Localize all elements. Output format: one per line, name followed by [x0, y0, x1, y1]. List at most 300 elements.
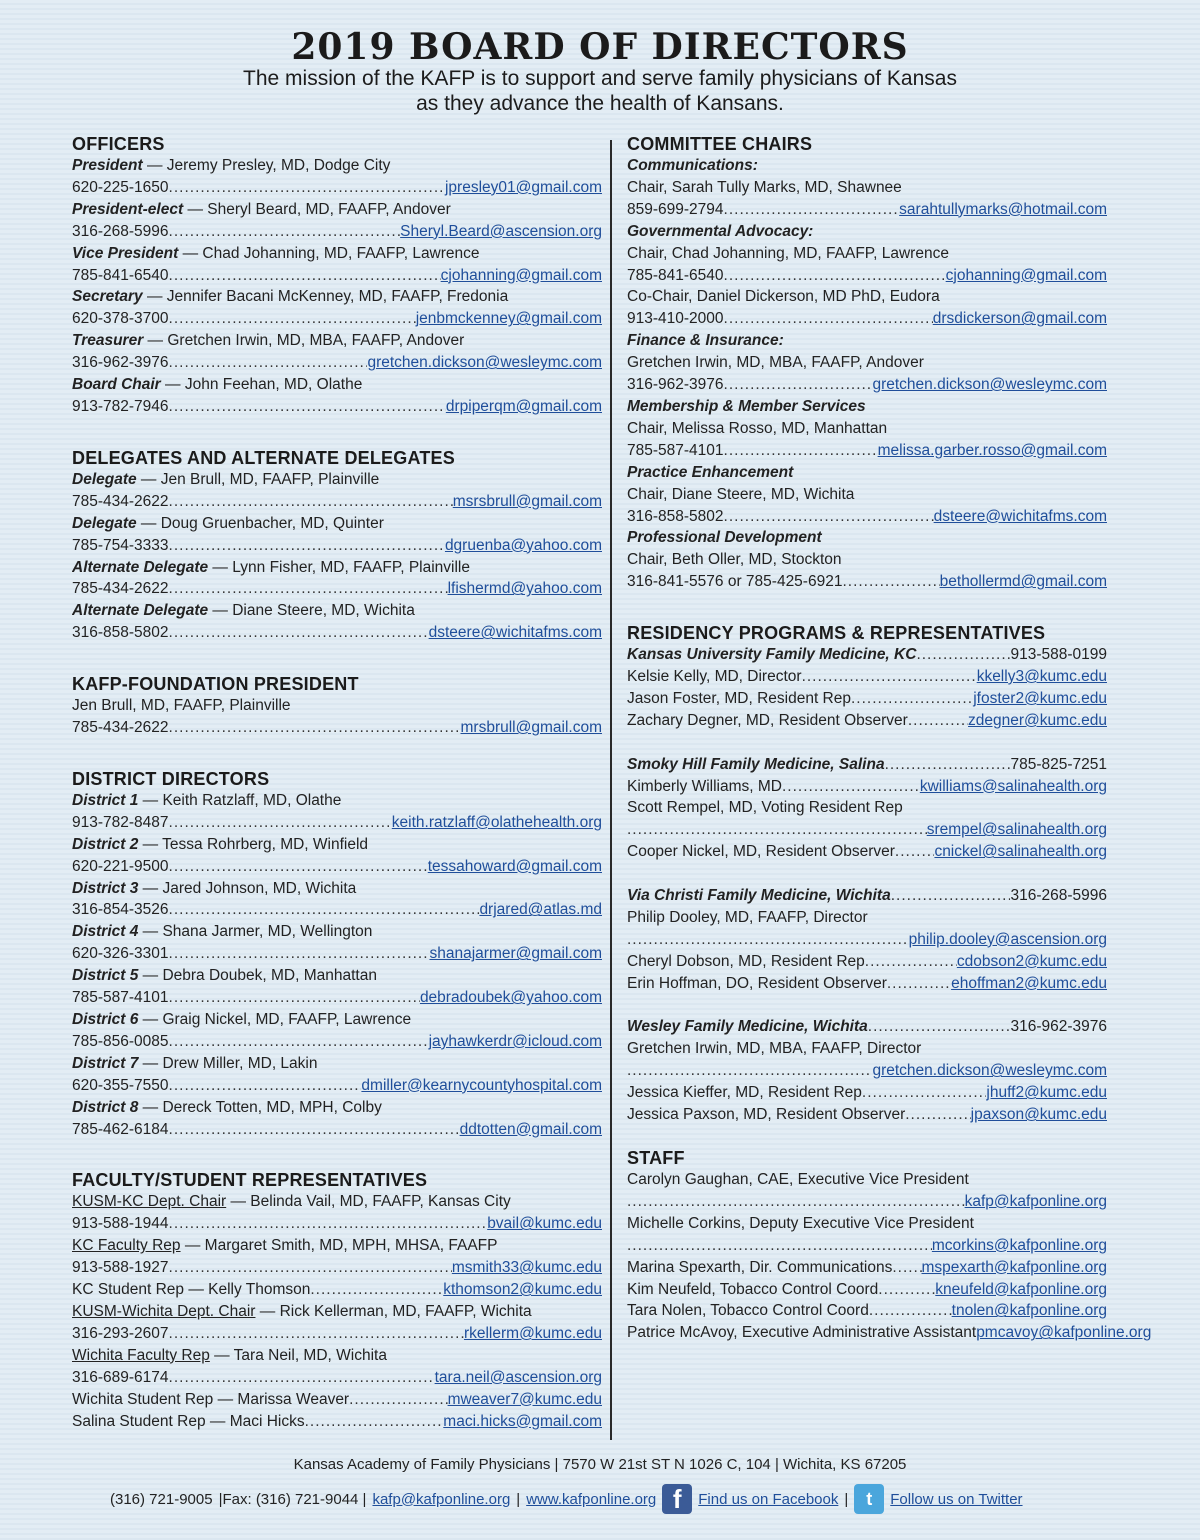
role-label: District 7 [72, 1054, 139, 1072]
mission-statement [0, 66, 1200, 116]
page-title: 2019 BOARD OF DIRECTORS [291, 26, 909, 68]
column-divider [610, 140, 612, 1440]
leader-dots [895, 841, 935, 863]
foundation-president-name: Jen Brull, MD, FAAFP, Plainville [72, 697, 291, 715]
twitter-link[interactable]: Follow us on Twitter [890, 1490, 1023, 1508]
footer-email-link[interactable]: kafp@kafponline.org [372, 1490, 511, 1508]
contact-row [627, 374, 1107, 396]
committee-title: Membership & Member Services [627, 397, 866, 415]
member-line [72, 878, 602, 900]
leader-dots [169, 622, 429, 644]
email-link[interactable]: dmiller@kearnycountyhospital.com [361, 1076, 602, 1094]
footer-website-link[interactable]: www.kafponline.org [526, 1490, 657, 1508]
email-link[interactable]: jpaxson@kumc.edu [970, 1106, 1107, 1124]
leader-dots [869, 1300, 952, 1322]
contact-label: 620-378-3700 [72, 310, 169, 328]
leader-dots [169, 177, 445, 199]
member-name: — Doug Gruenbacher, MD, Quinter [136, 514, 384, 532]
email-link[interactable]: maci.hicks@gmail.com [443, 1412, 602, 1430]
contact-label: Tara Nolen, Tobacco Control Coord [627, 1302, 869, 1320]
contact-label: 316-962-3976 [627, 376, 724, 394]
contact-row [627, 688, 1107, 710]
email-link[interactable]: sarahtullymarks@hotmail.com [899, 200, 1107, 218]
member-name: — Sheryl Beard, MD, FAAFP, Andover [183, 200, 451, 218]
role-label: District 4 [72, 923, 139, 941]
email-link[interactable]: Sheryl.Beard@ascension.org [400, 222, 602, 240]
role-label: KUSM-KC Dept. Chair [72, 1193, 227, 1211]
staff-list [627, 1169, 1152, 1344]
leader-dots [842, 571, 939, 593]
member-name: — Rick Kellerman, MD, FAAFP, Wichita [255, 1302, 532, 1320]
member-line [72, 374, 602, 396]
email-link[interactable]: jpresley01@gmail.com [444, 178, 602, 196]
twitter-icon[interactable]: t [854, 1484, 884, 1514]
email-link[interactable]: debradoubek@yahoo.com [419, 989, 602, 1007]
contact-row [627, 776, 1107, 798]
contact-label: 913-410-2000 [627, 310, 724, 328]
contact-row [627, 1279, 1107, 1301]
member-name: — Jennifer Bacani McKenney, MD, FAAFP, Fredonia [142, 288, 509, 306]
email-link[interactable]: tnolen@kafponline.org [951, 1302, 1107, 1320]
leader-dots [169, 396, 446, 418]
contact-row [72, 1213, 602, 1235]
member-line [72, 834, 602, 856]
contact-label: 785-856-0085 [72, 1032, 169, 1050]
member-row [72, 1389, 602, 1411]
officers-list [72, 155, 602, 418]
foundation-contact-row [72, 717, 602, 739]
email-link[interactable]: ddtotten@gmail.com [459, 1120, 602, 1138]
email-link[interactable]: cnickel@salinahealth.org [934, 843, 1107, 861]
contact-row [72, 1031, 602, 1053]
contact-row [627, 199, 1107, 221]
role-label: Alternate Delegate [72, 558, 209, 576]
program-member: Gretchen Irwin, MD, MBA, FAAFP, Director [627, 1040, 922, 1058]
committee-title: Practice Enhancement [627, 463, 794, 481]
member-line [72, 1345, 602, 1367]
contact-label: Cooper Nickel, MD, Resident Observer [627, 843, 895, 861]
member-name: — Belinda Vail, MD, FAAFP, Kansas City [226, 1193, 511, 1211]
program-header [627, 885, 1107, 907]
contact-row [72, 987, 602, 1009]
contact-row [72, 491, 602, 513]
leader-dots [885, 754, 1011, 776]
member-line [72, 557, 602, 579]
contact-label: Erin Hoffman, DO, Resident Observer [627, 974, 887, 992]
member-line [72, 965, 602, 987]
program-name: Via Christi Family Medicine, Wichita [627, 887, 891, 905]
foundation-phone: 785-434-2622 [72, 719, 169, 737]
member-name: — Lynn Fisher, MD, FAAFP, Plainville [208, 558, 470, 576]
email-link[interactable]: jenbmckenney@gmail.com [415, 310, 602, 328]
email-link[interactable]: keith.ratzlaff@olathehealth.org [391, 813, 602, 831]
committee-member: Chair, Beth Oller, MD, Stockton [627, 551, 842, 569]
leader-dots [169, 265, 441, 287]
role-label: Delegate [72, 514, 137, 532]
member-name: — Gretchen Irwin, MD, MBA, FAAFP, Andover [143, 332, 465, 350]
member-name: — John Feehan, MD, Olathe [160, 376, 363, 394]
leader-dots [169, 1323, 464, 1345]
leader-dots [724, 506, 934, 528]
leader-dots [169, 535, 445, 557]
contact-row [627, 1191, 1107, 1213]
contact-row [72, 352, 602, 374]
contact-label: Kimberly Williams, MD [627, 777, 782, 795]
program-phone: 316-268-5996 [1010, 887, 1107, 905]
footer-separator: | [516, 1490, 521, 1508]
email-link[interactable]: kthomson2@kumc.edu [443, 1281, 602, 1299]
member-line [72, 469, 602, 491]
email-link[interactable]: gretchen.dickson@wesleymc.com [872, 1062, 1107, 1080]
contact-row [72, 535, 602, 557]
contact-row [72, 396, 602, 418]
member-name: — Jared Johnson, MD, Wichita [138, 879, 357, 897]
leader-dots [169, 1119, 460, 1141]
contact-row [627, 951, 1107, 973]
email-link[interactable]: cjohanning@gmail.com [945, 266, 1107, 284]
contact-label: 913-782-7946 [72, 397, 169, 415]
contact-label: 620-225-1650 [72, 178, 169, 196]
contact-label: 785-587-4101 [72, 989, 169, 1007]
leader-dots [169, 352, 368, 374]
contact-row [72, 177, 602, 199]
email-link[interactable]: philip.dooley@ascension.org [908, 930, 1107, 948]
leader-dots [169, 308, 416, 330]
email-link[interactable]: jayhawkerdr@icloud.com [428, 1032, 602, 1050]
committee-member: Chair, Diane Steere, MD, Wichita [627, 485, 855, 503]
leader-dots [878, 1279, 935, 1301]
committees-list [627, 155, 1107, 593]
contact-row [72, 856, 602, 878]
member-line [72, 155, 602, 177]
role-label: President-elect [72, 200, 184, 218]
email-link[interactable]: drpiperqm@gmail.com [445, 397, 602, 415]
member-line [72, 1191, 602, 1213]
leader-dots [724, 199, 900, 221]
contact-label: Kim Neufeld, Tobacco Control Coord [627, 1280, 879, 1298]
contact-row [627, 1322, 1152, 1344]
committee-member: Gretchen Irwin, MD, MBA, FAAFP, Andover [627, 354, 924, 372]
leader-dots [169, 1367, 435, 1389]
role-label: District 6 [72, 1011, 139, 1028]
leader-dots [802, 666, 977, 688]
email-link[interactable]: gretchen.dickson@wesleymc.com [367, 354, 602, 372]
leader-dots [169, 578, 448, 600]
member-line [72, 1279, 310, 1301]
member-line [72, 199, 602, 221]
email-link[interactable]: drsdickerson@gmail.com [932, 310, 1107, 328]
contact-label: Jessica Paxson, MD, Resident Observer [627, 1106, 906, 1124]
email-link[interactable]: zdegner@kumc.edu [968, 711, 1107, 729]
contact-row [72, 265, 602, 287]
contact-row [72, 943, 602, 965]
committee-member: Chair, Sarah Tully Marks, MD, Shawnee [627, 178, 902, 196]
role-label: Wichita Faculty Rep [72, 1346, 210, 1364]
program-header [627, 754, 1107, 776]
contact-row [627, 1060, 1107, 1082]
contact-row [72, 1119, 602, 1141]
email-link[interactable]: kwilliams@salinahealth.org [919, 777, 1107, 795]
member-name: — Kelly Thomson [184, 1281, 311, 1299]
contact-label: 316-689-6174 [72, 1368, 169, 1386]
contact-label: 859-699-2794 [627, 200, 724, 218]
member-name: — Maci Hicks [205, 1412, 305, 1430]
leader-dots [169, 1213, 488, 1235]
contact-row [72, 578, 602, 600]
contact-label: 913-588-1944 [72, 1215, 169, 1233]
contact-row [627, 973, 1107, 995]
contact-label: 785-841-6540 [627, 266, 724, 284]
leader-dots [851, 688, 973, 710]
districts-heading: DISTRICT DIRECTORS [72, 768, 270, 789]
contact-row [627, 506, 1107, 528]
email-link[interactable]: shanajarmer@gmail.com [429, 945, 602, 963]
program-phone: 913-588-0199 [1010, 646, 1107, 664]
staff-member: Michelle Corkins, Deputy Executive Vice President [627, 1214, 974, 1232]
program-member: Scott Rempel, MD, Voting Resident Rep [627, 799, 903, 817]
role-label: District 3 [72, 879, 139, 897]
leader-dots [169, 221, 401, 243]
email-link[interactable]: srempel@salinahealth.org [926, 821, 1107, 839]
member-line [72, 600, 602, 622]
member-name: — Shana Jarmer, MD, Wellington [138, 923, 373, 941]
contact-row [72, 622, 602, 644]
leader-dots [916, 644, 1010, 666]
officers-heading: OFFICERS [72, 134, 165, 154]
leader-dots [349, 1389, 447, 1411]
leader-dots [627, 819, 927, 841]
leader-dots [169, 491, 453, 513]
email-link[interactable]: ehoffman2@kumc.edu [951, 974, 1107, 992]
foundation-heading: KAFP-FOUNDATION PRESIDENT [72, 674, 359, 695]
email-link[interactable]: kneufeld@kafponline.org [935, 1280, 1107, 1298]
email-link[interactable]: cjohanning@gmail.com [440, 266, 602, 284]
role-label: Treasurer [72, 332, 144, 350]
contact-row [72, 1075, 602, 1097]
contact-label: Jason Foster, MD, Resident Rep [627, 689, 851, 707]
email-link[interactable]: cdobson2@kumc.edu [956, 952, 1107, 970]
contact-label: Jessica Kieffer, MD, Resident Rep [627, 1084, 862, 1102]
member-name: — Debra Doubek, MD, Manhattan [138, 967, 377, 985]
leader-dots [169, 1031, 429, 1053]
role-label: Delegate [72, 470, 137, 488]
email-link[interactable]: melissa.garber.rosso@gmail.com [877, 441, 1107, 459]
contact-label: 316-962-3976 [72, 354, 169, 372]
member-name: — Tara Neil, MD, Wichita [209, 1346, 387, 1364]
contact-label: 785-754-3333 [72, 536, 169, 554]
member-line [72, 330, 602, 352]
mission-line-1: The mission of the KAFP is to support and serve family physicians of Kansas [243, 67, 957, 90]
contact-row [627, 841, 1107, 863]
contact-label: 785-587-4101 [627, 441, 724, 459]
contact-label: Marina Spexarth, Dir. Communications [627, 1258, 893, 1276]
program-header [627, 1016, 1107, 1038]
contact-label: 785-841-6540 [72, 266, 169, 284]
leader-dots [169, 856, 428, 878]
role-label: Secretary [72, 288, 143, 306]
committee-title: Communications: [627, 157, 758, 174]
program-header [627, 644, 1107, 666]
leader-dots [169, 987, 420, 1009]
email-link[interactable]: dsteere@wichitafms.com [933, 507, 1107, 525]
footer-contact [110, 1484, 1110, 1514]
email-link[interactable]: drjared@atlas.md [479, 901, 602, 919]
contact-label: 316-858-5802 [72, 624, 169, 642]
leader-dots [724, 440, 878, 462]
leader-dots [169, 1257, 452, 1279]
contact-row [627, 571, 1107, 593]
contact-row [72, 1323, 602, 1345]
foundation-email-link[interactable]: mrsbrull@gmail.com [460, 719, 602, 737]
leader-dots [865, 951, 957, 973]
contact-row [627, 929, 1107, 951]
leader-dots [169, 1075, 362, 1097]
contact-row [627, 440, 1107, 462]
faculty-heading: FACULTY/STUDENT REPRESENTATIVES [72, 1170, 428, 1191]
program-member: Philip Dooley, MD, FAAFP, Director [627, 908, 868, 926]
leader-dots [891, 885, 1011, 907]
right-column [627, 133, 1152, 1344]
role-label: District 1 [72, 791, 139, 809]
leader-dots [169, 812, 392, 834]
leader-dots [627, 1235, 932, 1257]
committee-member: Co-Chair, Daniel Dickerson, MD PhD, Eudora [627, 288, 940, 306]
committee-member: Chair, Chad Johanning, MD, FAAFP, Lawrence [627, 244, 949, 262]
role-label: President [72, 157, 143, 174]
contact-label: 913-588-1927 [72, 1259, 169, 1277]
contact-row [72, 221, 602, 243]
contact-label: 913-782-8487 [72, 813, 169, 831]
contact-label: 620-355-7550 [72, 1076, 169, 1094]
committee-title: Finance & Insurance: [627, 332, 784, 350]
program-name: Smoky Hill Family Medicine, Salina [627, 755, 885, 773]
member-name: — Margaret Smith, MD, MPH, MHSA, FAAFP [180, 1237, 498, 1255]
member-line [72, 1301, 602, 1323]
email-link[interactable]: dsteere@wichitafms.com [428, 624, 602, 642]
member-line [72, 921, 602, 943]
contact-row [627, 1257, 1107, 1279]
email-link[interactable]: mcorkins@kafponline.org [931, 1236, 1107, 1254]
program-phone: 785-825-7251 [1010, 755, 1107, 773]
contact-row [627, 1235, 1107, 1257]
contact-label: Cheryl Dobson, MD, Resident Rep [627, 952, 865, 970]
member-row [72, 1279, 602, 1301]
leader-dots [627, 1191, 965, 1213]
districts-list [72, 790, 602, 1141]
email-link[interactable]: bethollermd@gmail.com [939, 573, 1107, 591]
contact-row [72, 812, 602, 834]
leader-dots [169, 899, 480, 921]
member-line [72, 790, 602, 812]
program-name: Wesley Family Medicine, Wichita [627, 1018, 868, 1036]
leader-dots [169, 943, 430, 965]
leader-dots [627, 1060, 872, 1082]
contact-label: 620-221-9500 [72, 857, 169, 875]
contact-label: Kelsie Kelly, MD, Director [627, 668, 802, 686]
leader-dots [862, 1082, 987, 1104]
contact-label: 316-841-5576 or 785-425-6921 [627, 573, 843, 591]
facebook-link[interactable]: Find us on Facebook [698, 1490, 839, 1508]
email-link[interactable]: pmcavoy@kafponline.org [976, 1324, 1152, 1342]
facebook-icon[interactable]: f [662, 1484, 692, 1514]
residency-list [627, 644, 1107, 1126]
email-link[interactable]: tara.neil@ascension.org [434, 1368, 602, 1386]
email-link[interactable]: lfishermd@yahoo.com [447, 580, 602, 598]
member-line [72, 286, 602, 308]
member-name: — Dereck Totten, MD, MPH, Colby [138, 1098, 382, 1116]
role-label: KC Student Rep [72, 1281, 185, 1299]
contact-row [627, 265, 1107, 287]
member-line [72, 1411, 305, 1433]
member-line [72, 513, 602, 535]
contact-label: 316-268-5996 [72, 222, 169, 240]
delegates-list [72, 469, 602, 644]
member-name: — Diane Steere, MD, Wichita [208, 602, 415, 620]
contact-label: 316-854-3526 [72, 901, 169, 919]
role-label: Salina Student Rep [72, 1412, 206, 1430]
email-link[interactable]: tessahoward@gmail.com [427, 857, 602, 875]
contact-row [627, 666, 1107, 688]
member-line [72, 1389, 349, 1411]
contact-row [627, 819, 1107, 841]
leader-dots [892, 1257, 921, 1279]
footer-address: Kansas Academy of Family Physicians | 7570 W 21st ST N 1026 C, 104 | Wichita, KS 67205 [293, 1456, 907, 1473]
leader-dots [724, 265, 946, 287]
email-link[interactable]: kafp@kafponline.org [964, 1192, 1107, 1210]
contact-label: 620-326-3301 [72, 945, 169, 963]
member-line [72, 1053, 602, 1075]
member-line [72, 1009, 602, 1031]
member-name: — Drew Miller, MD, Lakin [138, 1054, 318, 1072]
role-label: KUSM-Wichita Dept. Chair [72, 1302, 256, 1320]
contact-row [72, 1367, 602, 1389]
contact-label: Patrice McAvoy, Executive Administrative Assistant [627, 1324, 977, 1342]
member-name: — Graig Nickel, MD, FAAFP, Lawrence [138, 1011, 412, 1028]
member-name: — Jeremy Presley, MD, Dodge City [142, 157, 391, 174]
contact-label: 785-434-2622 [72, 580, 169, 598]
role-label: Vice President [72, 244, 179, 262]
email-link[interactable]: dgruenba@yahoo.com [444, 536, 602, 554]
contact-row [627, 308, 1107, 330]
leader-dots [782, 776, 920, 798]
committees-heading: COMMITTEE CHAIRS [627, 134, 813, 154]
role-label: Board Chair [72, 376, 161, 394]
email-link[interactable]: jhuff2@kumc.edu [986, 1084, 1107, 1102]
contact-row [627, 1082, 1107, 1104]
email-link[interactable]: mspexarth@kafponline.org [921, 1258, 1107, 1276]
member-name: — Tessa Rohrberg, MD, Winfield [138, 835, 369, 853]
contact-label: 316-858-5802 [627, 507, 724, 525]
email-link[interactable]: rkellerm@kumc.edu [463, 1324, 602, 1342]
leader-dots [627, 929, 909, 951]
member-name: — Keith Ratzlaff, MD, Olathe [138, 791, 342, 809]
email-link[interactable]: mweaver7@kumc.edu [447, 1390, 602, 1408]
role-label: District 8 [72, 1098, 139, 1116]
email-link[interactable]: kkelly3@kumc.edu [976, 668, 1107, 686]
email-link[interactable]: jfoster2@kumc.edu [973, 689, 1107, 707]
email-link[interactable]: bvail@kumc.edu [487, 1215, 602, 1233]
staff-member: Carolyn Gaughan, CAE, Executive Vice President [627, 1171, 969, 1189]
member-line [72, 1097, 602, 1119]
leader-dots [169, 717, 461, 739]
email-link[interactable]: msmith33@kumc.edu [451, 1259, 602, 1277]
email-link[interactable]: gretchen.dickson@wesleymc.com [872, 376, 1107, 394]
contact-row [72, 1257, 602, 1279]
committee-title: Professional Development [627, 529, 822, 547]
email-link[interactable]: msrsbrull@gmail.com [452, 492, 602, 510]
role-label: District 5 [72, 967, 139, 985]
contact-row [627, 710, 1107, 732]
